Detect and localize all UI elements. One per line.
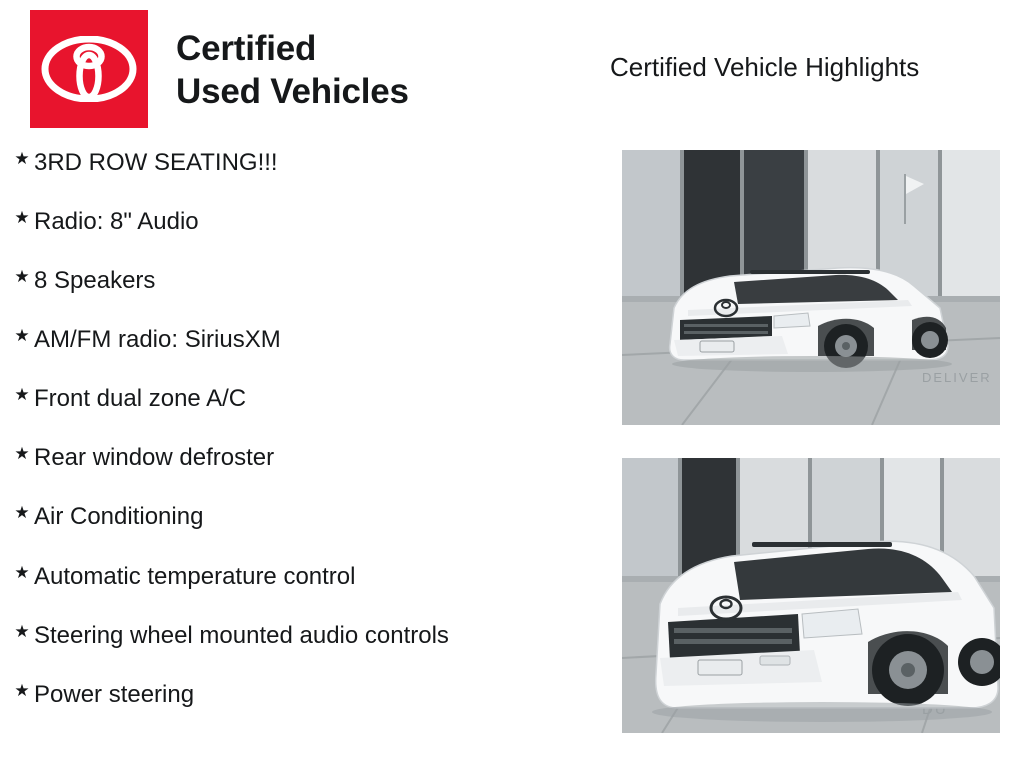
star-icon: ★ bbox=[14, 621, 30, 641]
list-item bbox=[10, 146, 600, 180]
feature-label: Radio: 8" Audio bbox=[34, 208, 199, 236]
list-item bbox=[10, 678, 600, 712]
list-item bbox=[10, 560, 600, 594]
list-item bbox=[10, 441, 600, 475]
list-item bbox=[10, 500, 600, 534]
feature-label: Front dual zone A/C bbox=[34, 385, 247, 413]
highlights-title: Certified Vehicle Highlights bbox=[610, 52, 920, 82]
toyota-logo-icon bbox=[30, 10, 148, 128]
feature-label: Air Conditioning bbox=[34, 503, 204, 531]
list-item bbox=[10, 619, 600, 653]
star-icon: ★ bbox=[14, 444, 30, 464]
feature-label: Power steering bbox=[34, 680, 195, 708]
brand-wordmark bbox=[176, 10, 409, 113]
star-icon: ★ bbox=[14, 267, 30, 287]
feature-label: Rear window defroster bbox=[34, 444, 275, 472]
star-icon: ★ bbox=[14, 326, 30, 346]
feature-label: AM/FM radio: SiriusXM bbox=[34, 326, 281, 354]
star-icon: ★ bbox=[14, 503, 30, 523]
list-item bbox=[10, 323, 600, 357]
star-icon: ★ bbox=[14, 149, 30, 168]
star-icon: ★ bbox=[14, 385, 30, 405]
brand-header bbox=[30, 10, 409, 128]
vehicle-photo-front-three-quarter bbox=[622, 150, 1000, 425]
list-item bbox=[10, 205, 600, 239]
star-icon: ★ bbox=[14, 562, 30, 582]
brand-line-1: Certified bbox=[176, 29, 317, 68]
vehicle-photo-front-close bbox=[622, 458, 1000, 733]
list-item bbox=[10, 382, 600, 416]
feature-label: 8 Speakers bbox=[34, 267, 156, 295]
feature-label: Automatic temperature control bbox=[34, 562, 356, 590]
svg-text:DELIVER: DELIVER bbox=[922, 370, 992, 385]
brand-line-2: Used Vehicles bbox=[176, 71, 409, 111]
feature-label: 3RD ROW SEATING!!! bbox=[34, 149, 278, 176]
star-icon: ★ bbox=[14, 680, 30, 700]
feature-label: Steering wheel mounted audio controls bbox=[34, 621, 449, 649]
feature-list bbox=[10, 146, 600, 737]
star-icon: ★ bbox=[14, 208, 30, 228]
list-item bbox=[10, 264, 600, 298]
